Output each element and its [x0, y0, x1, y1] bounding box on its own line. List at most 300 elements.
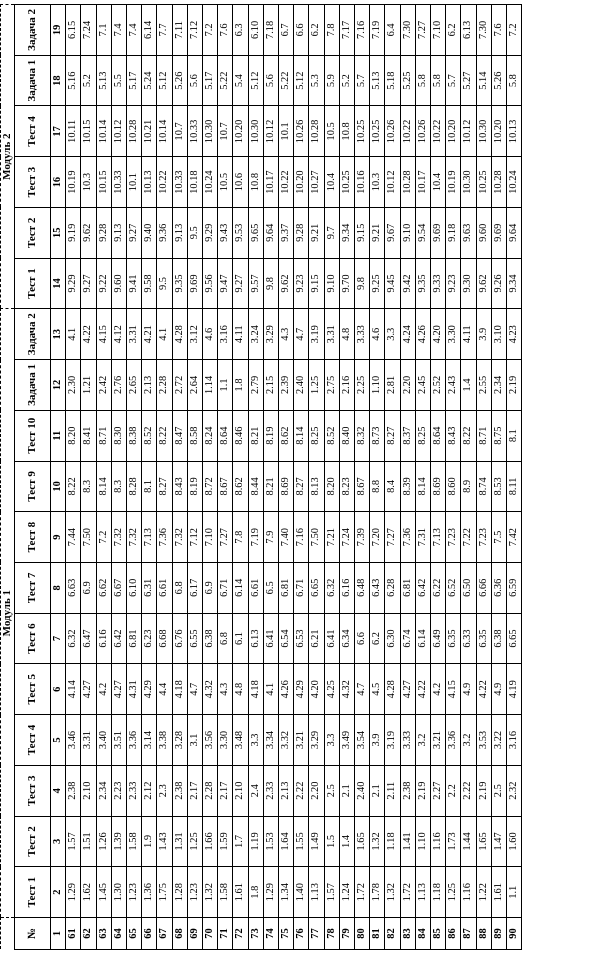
score-cell: 10.4 — [324, 157, 339, 208]
score-cell: 2.72 — [172, 360, 187, 411]
score-cell: 7.30 — [400, 5, 415, 56]
score-cell: 7.16 — [294, 512, 309, 563]
score-cell: 7.40 — [279, 512, 294, 563]
score-cell: 1.1 — [218, 360, 233, 411]
score-cell: 1.5 — [324, 816, 339, 867]
score-cell: 2.34 — [491, 360, 506, 411]
score-cell: 2.20 — [309, 765, 324, 816]
score-cell: 5.12 — [248, 55, 263, 106]
score-cell: 10.7 — [172, 106, 187, 157]
column-header: Тест 3 — [15, 157, 51, 208]
table-row — [96, 5, 111, 950]
score-cell: 6.9 — [81, 562, 96, 613]
score-cell: 5.12 — [157, 55, 172, 106]
score-cell: 6.63 — [66, 562, 81, 613]
score-cell: 9.62 — [279, 258, 294, 309]
score-cell: 1.41 — [400, 816, 415, 867]
score-cell: 9.7 — [324, 207, 339, 258]
score-cell: 10.21 — [142, 106, 157, 157]
score-cell: 6.8 — [218, 613, 233, 664]
score-cell: 10.22 — [157, 157, 172, 208]
score-cell: 6.28 — [385, 562, 400, 613]
column-header: Задача 2 — [15, 5, 51, 56]
score-cell: 5.7 — [446, 55, 461, 106]
score-cell: 1.32 — [385, 867, 400, 918]
column-header: Тест 7 — [15, 562, 51, 613]
score-cell: 7.20 — [370, 512, 385, 563]
score-cell: 10.24 — [507, 157, 522, 208]
score-cell: 4.8 — [233, 664, 248, 715]
score-cell: 9.8 — [355, 258, 370, 309]
score-cell: 6.62 — [96, 562, 111, 613]
score-cell: 7.4 — [111, 5, 126, 56]
score-cell: 8.25 — [309, 410, 324, 461]
score-cell: 6.17 — [187, 562, 202, 613]
score-cell: 6.14 — [233, 562, 248, 613]
score-cell: 6.81 — [400, 562, 415, 613]
score-cell: 9.47 — [218, 258, 233, 309]
column-header: Тест 10 — [15, 410, 51, 461]
score-cell: 6.34 — [339, 613, 354, 664]
score-cell: 1.73 — [446, 816, 461, 867]
score-cell: 2.34 — [96, 765, 111, 816]
score-cell: 9.29 — [203, 207, 218, 258]
score-cell: 1.10 — [415, 816, 430, 867]
score-cell: 10.30 — [476, 106, 491, 157]
table-row — [187, 5, 202, 950]
score-cell: 9.60 — [476, 207, 491, 258]
score-cell: 6.23 — [142, 613, 157, 664]
score-cell: 1.49 — [309, 816, 324, 867]
table-row — [507, 5, 522, 950]
score-cell: 8.39 — [400, 461, 415, 512]
score-cell: 2.11 — [385, 765, 400, 816]
score-cell: 1.19 — [248, 816, 263, 867]
score-cell: 10.15 — [96, 157, 111, 208]
score-cell: 2.19 — [476, 765, 491, 816]
column-number: 14 — [51, 258, 66, 309]
table-row — [309, 5, 324, 950]
score-cell: 8.21 — [263, 461, 278, 512]
score-cell: 1.59 — [218, 816, 233, 867]
score-cell: 10.14 — [96, 106, 111, 157]
score-cell: 9.30 — [461, 258, 476, 309]
score-cell: 5.7 — [355, 55, 370, 106]
score-cell: 9.43 — [218, 207, 233, 258]
score-cell: 5.8 — [431, 55, 446, 106]
score-cell: 2.25 — [355, 360, 370, 411]
score-cell: 7.11 — [172, 5, 187, 56]
score-cell: 3.3 — [385, 309, 400, 360]
scores-table — [0, 4, 522, 950]
score-cell: 10.7 — [218, 106, 233, 157]
score-cell: 10.3 — [370, 157, 385, 208]
score-cell: 8.27 — [385, 410, 400, 461]
score-cell: 2.81 — [385, 360, 400, 411]
score-cell: 10.25 — [370, 106, 385, 157]
column-header: Тест 1 — [15, 258, 51, 309]
score-cell: 1.26 — [96, 816, 111, 867]
score-cell: 7.31 — [415, 512, 430, 563]
score-cell: 2.52 — [431, 360, 446, 411]
score-cell: 4.7 — [187, 664, 202, 715]
score-cell: 10.28 — [127, 106, 142, 157]
row-number: 80 — [355, 918, 370, 950]
column-header: Тест 9 — [15, 461, 51, 512]
score-cell: 4.22 — [476, 664, 491, 715]
row-number: 90 — [507, 918, 522, 950]
score-cell: 3.48 — [233, 715, 248, 766]
score-cell: 8.22 — [461, 410, 476, 461]
score-cell: 1.30 — [111, 867, 126, 918]
column-header: Тест 5 — [15, 664, 51, 715]
score-cell: 9.28 — [294, 207, 309, 258]
row-number: 89 — [491, 918, 506, 950]
score-cell: 1.72 — [400, 867, 415, 918]
score-cell: 2.19 — [415, 765, 430, 816]
score-cell: 10.12 — [263, 106, 278, 157]
score-cell: 9.28 — [96, 207, 111, 258]
score-cell: 10.5 — [324, 106, 339, 157]
table-row — [491, 5, 506, 950]
score-cell: 5.13 — [96, 55, 111, 106]
score-cell: 2.3 — [157, 765, 172, 816]
score-cell: 8.47 — [172, 410, 187, 461]
score-cell: 7.2 — [507, 5, 522, 56]
table-row — [370, 5, 385, 950]
score-cell: 8.30 — [111, 410, 126, 461]
score-cell: 3.30 — [218, 715, 233, 766]
score-cell: 9.40 — [142, 207, 157, 258]
column-number: 16 — [51, 157, 66, 208]
score-cell: 1.9 — [142, 816, 157, 867]
score-cell: 9.58 — [142, 258, 157, 309]
score-cell: 6.15 — [66, 5, 81, 56]
score-cell: 10.33 — [172, 157, 187, 208]
score-cell: 4.27 — [81, 664, 96, 715]
column-number: 10 — [51, 461, 66, 512]
score-cell: 6.48 — [355, 562, 370, 613]
score-cell: 8.64 — [431, 410, 446, 461]
score-cell: 7.32 — [111, 512, 126, 563]
score-cell: 1.55 — [294, 816, 309, 867]
score-cell: 10.22 — [279, 157, 294, 208]
score-cell: 8.14 — [294, 410, 309, 461]
table-row — [446, 5, 461, 950]
score-cell: 2.13 — [142, 360, 157, 411]
score-cell: 2.1 — [370, 765, 385, 816]
score-cell: 7.18 — [263, 5, 278, 56]
score-cell: 3.31 — [81, 715, 96, 766]
score-cell: 10.22 — [431, 106, 446, 157]
score-cell: 4.22 — [81, 309, 96, 360]
score-cell: 9.56 — [203, 258, 218, 309]
score-cell: 3.36 — [446, 715, 461, 766]
score-cell: 7.50 — [309, 512, 324, 563]
score-cell: 8.62 — [233, 461, 248, 512]
row-number: 82 — [385, 918, 400, 950]
score-cell: 10.17 — [415, 157, 430, 208]
score-cell: 5.6 — [263, 55, 278, 106]
score-cell: 4.22 — [415, 664, 430, 715]
score-cell: 6.10 — [248, 5, 263, 56]
score-cell: 3.33 — [355, 309, 370, 360]
score-cell: 6.71 — [294, 562, 309, 613]
score-cell: 8.41 — [81, 410, 96, 461]
score-cell: 2.10 — [233, 765, 248, 816]
score-cell: 8.9 — [461, 461, 476, 512]
score-cell: 5.22 — [218, 55, 233, 106]
score-cell: 10.8 — [339, 106, 354, 157]
score-cell: 9.54 — [415, 207, 430, 258]
score-cell: 9.25 — [370, 258, 385, 309]
score-cell: 10.8 — [248, 157, 263, 208]
score-cell: 6.10 — [127, 562, 142, 613]
score-cell: 8.19 — [187, 461, 202, 512]
score-cell: 3.16 — [218, 309, 233, 360]
score-cell: 7.23 — [446, 512, 461, 563]
score-cell: 7.44 — [66, 512, 81, 563]
score-cell: 9.63 — [461, 207, 476, 258]
score-cell: 4.31 — [127, 664, 142, 715]
score-cell: 7.13 — [142, 512, 157, 563]
score-cell: 2.79 — [248, 360, 263, 411]
score-cell: 6.30 — [385, 613, 400, 664]
row-number: 88 — [476, 918, 491, 950]
module-header-row — [1, 5, 15, 950]
score-cell: 7.39 — [355, 512, 370, 563]
score-cell: 7.2 — [96, 512, 111, 563]
score-cell: 1.8 — [248, 867, 263, 918]
score-cell: 8.71 — [476, 410, 491, 461]
score-cell: 5.3 — [309, 55, 324, 106]
row-number: 70 — [203, 918, 218, 950]
score-cell: 4.12 — [111, 309, 126, 360]
score-cell: 4.15 — [96, 309, 111, 360]
score-cell: 6.53 — [294, 613, 309, 664]
table-row — [203, 5, 218, 950]
score-cell: 8.4 — [385, 461, 400, 512]
score-cell: 8.1 — [142, 461, 157, 512]
score-cell: 5.26 — [491, 55, 506, 106]
score-cell: 10.14 — [157, 106, 172, 157]
score-cell: 1.23 — [127, 867, 142, 918]
score-cell: 9.21 — [309, 207, 324, 258]
score-cell: 8.43 — [172, 461, 187, 512]
score-cell: 10.16 — [355, 157, 370, 208]
score-cell: 3.32 — [279, 715, 294, 766]
score-cell: 10.28 — [309, 106, 324, 157]
score-cell: 7.32 — [127, 512, 142, 563]
score-cell: 10.26 — [415, 106, 430, 157]
score-cell: 4.6 — [203, 309, 218, 360]
score-cell: 2.12 — [142, 765, 157, 816]
score-cell: 3.10 — [491, 309, 506, 360]
column-header: Тест 4 — [15, 106, 51, 157]
row-number: 78 — [324, 918, 339, 950]
score-cell: 4.23 — [507, 309, 522, 360]
score-cell: 3.30 — [446, 309, 461, 360]
score-cell: 5.5 — [111, 55, 126, 106]
score-cell: 2.43 — [446, 360, 461, 411]
score-cell: 8.13 — [309, 461, 324, 512]
score-cell: 4.28 — [172, 309, 187, 360]
score-cell: 8.46 — [233, 410, 248, 461]
score-cell: 1.47 — [491, 816, 506, 867]
score-cell: 4.18 — [172, 664, 187, 715]
score-cell: 2.22 — [461, 765, 476, 816]
score-cell: 9.53 — [233, 207, 248, 258]
score-cell: 1.39 — [111, 816, 126, 867]
score-cell: 8.38 — [127, 410, 142, 461]
score-cell: 10.12 — [385, 157, 400, 208]
score-cell: 6.21 — [309, 613, 324, 664]
score-cell: 9.35 — [172, 258, 187, 309]
score-cell: 1.21 — [81, 360, 96, 411]
score-cell: 10.3 — [81, 157, 96, 208]
score-cell: 10.27 — [309, 157, 324, 208]
score-cell: 8.44 — [248, 461, 263, 512]
score-cell: 5.2 — [339, 55, 354, 106]
score-cell: 7.27 — [415, 5, 430, 56]
score-cell: 2.42 — [96, 360, 111, 411]
table-row — [127, 5, 142, 950]
score-cell: 1.61 — [491, 867, 506, 918]
score-cell: 1.16 — [461, 867, 476, 918]
score-cell: 6.3 — [233, 5, 248, 56]
score-cell: 2.15 — [263, 360, 278, 411]
score-cell: 4.28 — [385, 664, 400, 715]
score-cell: 7.22 — [461, 512, 476, 563]
score-cell: 7.12 — [187, 5, 202, 56]
score-cell: 10.4 — [431, 157, 446, 208]
score-cell: 5.22 — [279, 55, 294, 106]
score-cell: 2.65 — [127, 360, 142, 411]
score-cell: 6.22 — [431, 562, 446, 613]
score-cell: 10.12 — [111, 106, 126, 157]
score-cell: 2.22 — [294, 765, 309, 816]
score-cell: 6.74 — [400, 613, 415, 664]
score-cell: 10.24 — [203, 157, 218, 208]
score-cell: 7.7 — [157, 5, 172, 56]
score-cell: 7.1 — [96, 5, 111, 56]
score-cell: 9.27 — [127, 207, 142, 258]
score-cell: 6.16 — [96, 613, 111, 664]
score-cell: 10.25 — [476, 157, 491, 208]
column-number: 4 — [51, 765, 66, 816]
score-cell: 1.18 — [431, 867, 446, 918]
score-cell: 1.32 — [370, 816, 385, 867]
score-cell: 4.27 — [400, 664, 415, 715]
score-cell: 5.17 — [127, 55, 142, 106]
score-cell: 2.33 — [127, 765, 142, 816]
column-number: 1 — [51, 918, 66, 950]
score-cell: 7.36 — [157, 512, 172, 563]
column-header: Тест 3 — [15, 765, 51, 816]
score-cell: 10.26 — [385, 106, 400, 157]
score-cell: 2.28 — [203, 765, 218, 816]
score-cell: 1.29 — [66, 867, 81, 918]
score-cell: 9.45 — [385, 258, 400, 309]
table-row — [218, 5, 233, 950]
score-cell: 3.24 — [248, 309, 263, 360]
row-number: 62 — [81, 918, 96, 950]
score-cell: 8.20 — [66, 410, 81, 461]
score-cell: 1.8 — [233, 360, 248, 411]
score-cell: 9.33 — [431, 258, 446, 309]
score-cell: 7.8 — [324, 5, 339, 56]
score-cell: 6.2 — [309, 5, 324, 56]
score-cell: 8.22 — [157, 410, 172, 461]
score-cell: 9.64 — [263, 207, 278, 258]
score-cell: 6.16 — [339, 562, 354, 613]
table-row — [157, 5, 172, 950]
score-cell: 1.32 — [203, 867, 218, 918]
score-cell: 6.76 — [172, 613, 187, 664]
score-cell: 10.1 — [127, 157, 142, 208]
score-cell: 7.50 — [81, 512, 96, 563]
score-cell: 5.17 — [203, 55, 218, 106]
row-number: 85 — [431, 918, 446, 950]
score-cell: 2.55 — [476, 360, 491, 411]
score-cell: 6.65 — [507, 613, 522, 664]
score-cell: 10.28 — [491, 157, 506, 208]
table-row — [294, 5, 309, 950]
score-cell: 10.19 — [66, 157, 81, 208]
score-cell: 4.15 — [446, 664, 461, 715]
score-cell: 1.75 — [157, 867, 172, 918]
score-cell: 7.5 — [491, 512, 506, 563]
score-cell: 4.7 — [294, 309, 309, 360]
score-cell: 7.42 — [507, 512, 522, 563]
score-cell: 6.36 — [491, 562, 506, 613]
score-cell: 1.28 — [172, 867, 187, 918]
score-cell: 1.31 — [172, 816, 187, 867]
score-cell: 10.25 — [339, 157, 354, 208]
score-cell: 3.38 — [157, 715, 172, 766]
score-cell: 1.13 — [415, 867, 430, 918]
column-number: 7 — [51, 613, 66, 664]
score-cell: 5.8 — [507, 55, 522, 106]
score-cell: 2.76 — [111, 360, 126, 411]
score-cell: 6.38 — [491, 613, 506, 664]
score-cell: 5.14 — [476, 55, 491, 106]
score-cell: 9.10 — [324, 258, 339, 309]
table-row — [233, 5, 248, 950]
score-cell: 8.21 — [248, 410, 263, 461]
score-cell: 6.47 — [81, 613, 96, 664]
score-cell: 6.33 — [461, 613, 476, 664]
score-cell: 10.25 — [355, 106, 370, 157]
score-cell: 3.1 — [187, 715, 202, 766]
score-cell: 3.31 — [324, 309, 339, 360]
score-cell: 9.19 — [66, 207, 81, 258]
score-cell: 9.10 — [400, 207, 415, 258]
score-cell: 10.17 — [263, 157, 278, 208]
score-cell: 4.27 — [111, 664, 126, 715]
score-cell: 1.58 — [218, 867, 233, 918]
module2-title: Модуль 2 — [1, 5, 15, 309]
score-cell: 8.73 — [370, 410, 385, 461]
score-cell: 3.40 — [96, 715, 111, 766]
score-cell: 1.18 — [385, 816, 400, 867]
score-cell: 9.13 — [172, 207, 187, 258]
score-cell: 8.74 — [476, 461, 491, 512]
column-header: Задача 2 — [15, 309, 51, 360]
score-cell: 1.57 — [66, 816, 81, 867]
score-cell: 8.14 — [415, 461, 430, 512]
score-cell: 9.69 — [187, 258, 202, 309]
